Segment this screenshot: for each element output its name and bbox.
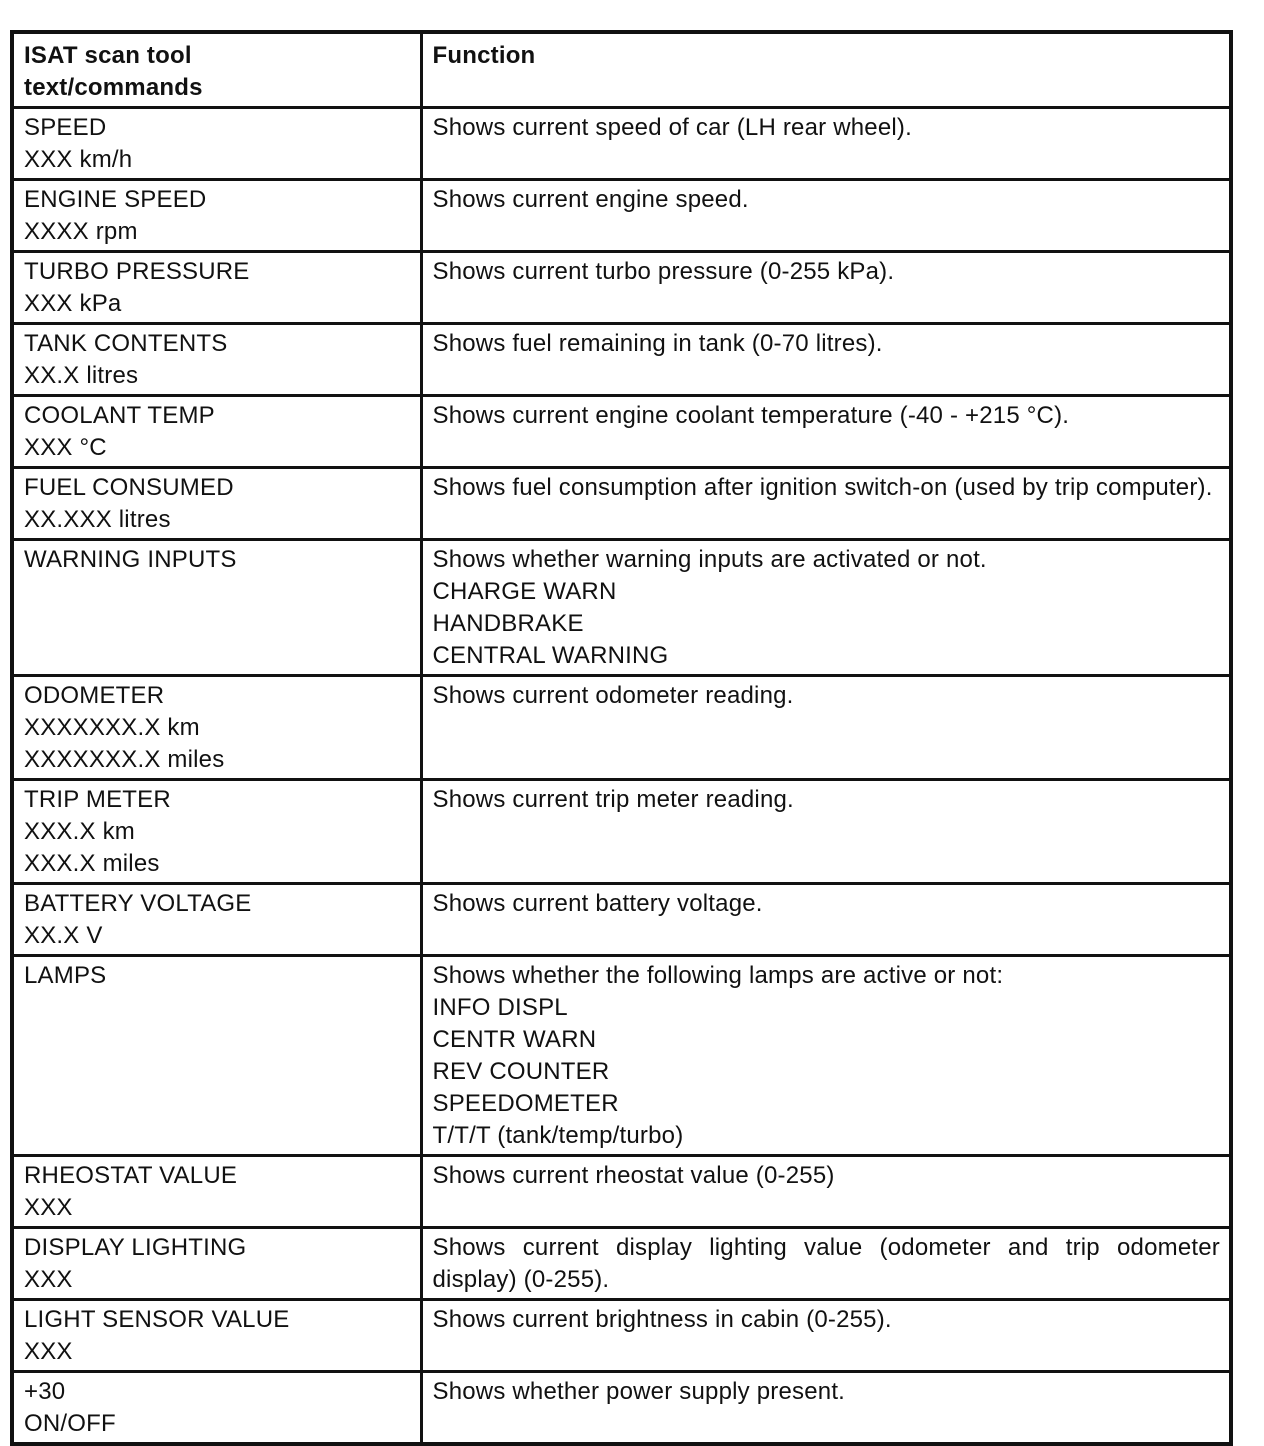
command-text: DISPLAY LIGHTING: [24, 1234, 247, 1261]
function-text: INFO DISPL: [432, 994, 568, 1021]
table-row: [12, 252, 1231, 324]
command-cell: [12, 956, 421, 1156]
function-text: Shows current trip meter reading.: [432, 786, 794, 813]
function-text: Shows fuel remaining in tank (0-70 litres).: [432, 330, 883, 357]
command-text: XX.X litres: [24, 362, 139, 389]
function-text: Shows current rheostat value (0-255): [432, 1162, 835, 1189]
command-text: BATTERY VOLTAGE: [24, 890, 252, 917]
command-text: XXXX rpm: [24, 218, 138, 245]
command-text: XX.XXX litres: [24, 506, 171, 533]
table-row: [12, 780, 1231, 884]
table-row: [12, 468, 1231, 540]
table-row: [12, 1228, 1231, 1300]
function-cell: [421, 180, 1231, 252]
command-text: XXX.X km: [24, 818, 135, 845]
command-text: LAMPS: [24, 962, 107, 989]
function-cell: [421, 108, 1231, 180]
command-text: LIGHT SENSOR VALUE: [24, 1306, 290, 1333]
command-text: SPEED: [24, 114, 107, 141]
function-cell: [421, 780, 1231, 884]
function-text: Shows whether warning inputs are activated or not.: [432, 546, 987, 573]
command-cell: [12, 676, 421, 780]
command-text: XXX.X miles: [24, 850, 160, 877]
command-text: ON/OFF: [24, 1410, 116, 1437]
function-text: Shows fuel consumption after ignition switch-on (used by trip computer).: [432, 474, 1213, 501]
command-text: XXX km/h: [24, 146, 133, 173]
header-line: Function: [432, 42, 536, 69]
function-text: CHARGE WARN: [432, 578, 617, 605]
command-cell: [12, 180, 421, 252]
command-cell: [12, 780, 421, 884]
function-text: Shows current battery voltage.: [432, 890, 763, 917]
command-cell: [12, 324, 421, 396]
command-text: +30: [24, 1378, 66, 1405]
table-row: [12, 108, 1231, 180]
function-cell: [421, 1228, 1231, 1300]
table-body: [12, 108, 1231, 1445]
table-header-row: [12, 32, 1231, 108]
function-text: REV COUNTER: [432, 1058, 610, 1085]
function-cell: [421, 252, 1231, 324]
function-text: T/T/T (tank/temp/turbo): [432, 1122, 684, 1149]
command-text: ODOMETER: [24, 682, 165, 709]
command-cell: [12, 1300, 421, 1372]
command-text: COOLANT TEMP: [24, 402, 215, 429]
function-cell: [421, 1156, 1231, 1228]
function-text: Shows current brightness in cabin (0-255).: [432, 1306, 892, 1333]
command-cell: [12, 884, 421, 956]
command-text: XXX: [24, 1338, 73, 1365]
function-text: CENTR WARN: [432, 1026, 597, 1053]
function-text: HANDBRAKE: [432, 610, 584, 637]
function-cell: [421, 1300, 1231, 1372]
function-cell: [421, 676, 1231, 780]
command-cell: [12, 540, 421, 676]
command-cell: [12, 252, 421, 324]
function-cell: [421, 1372, 1231, 1445]
command-text: ENGINE SPEED: [24, 186, 207, 213]
function-text: Shows current display lighting value (odometer and trip odometer display) (0-255).: [432, 1234, 1220, 1293]
command-text: XXX kPa: [24, 290, 122, 317]
command-text: RHEOSTAT VALUE: [24, 1162, 238, 1189]
header-command-column: [12, 32, 421, 108]
command-text: XX.X V: [24, 922, 103, 949]
function-cell: [421, 396, 1231, 468]
function-text: Shows current turbo pressure (0-255 kPa).: [432, 258, 895, 285]
command-text: FUEL CONSUMED: [24, 474, 234, 501]
function-text: Shows current engine coolant temperature (-40 - +215 °C).: [432, 402, 1070, 429]
command-text: XXX: [24, 1266, 73, 1293]
function-text: SPEEDOMETER: [432, 1090, 619, 1117]
table-row: [12, 956, 1231, 1156]
command-text: TANK CONTENTS: [24, 330, 228, 357]
table-row: [12, 396, 1231, 468]
command-text: XXX °C: [24, 434, 107, 461]
function-text: Shows current engine speed.: [432, 186, 749, 213]
header-function-column: [421, 32, 1231, 108]
table-row: [12, 884, 1231, 956]
table-row: [12, 676, 1231, 780]
command-cell: [12, 1228, 421, 1300]
command-text: XXX: [24, 1194, 73, 1221]
table-row: [12, 1156, 1231, 1228]
command-text: WARNING INPUTS: [24, 546, 237, 573]
function-cell: [421, 884, 1231, 956]
table-row: [12, 540, 1231, 676]
table-row: [12, 324, 1231, 396]
header-line: ISAT scan tool: [24, 42, 192, 69]
function-cell: [421, 956, 1231, 1156]
command-cell: [12, 1372, 421, 1445]
function-text: Shows whether the following lamps are active or not:: [432, 962, 1004, 989]
scan-tool-command-table: [10, 30, 1233, 1446]
function-text: Shows current odometer reading.: [432, 682, 794, 709]
table-row: [12, 1300, 1231, 1372]
command-text: XXXXXXX.X km: [24, 714, 200, 741]
function-text: Shows current speed of car (LH rear wheel).: [432, 114, 912, 141]
command-cell: [12, 108, 421, 180]
command-cell: [12, 396, 421, 468]
command-text: TRIP METER: [24, 786, 171, 813]
table-row: [12, 180, 1231, 252]
function-text: Shows whether power supply present.: [432, 1378, 846, 1405]
command-cell: [12, 1156, 421, 1228]
function-cell: [421, 468, 1231, 540]
function-cell: [421, 324, 1231, 396]
table-row: [12, 1372, 1231, 1445]
function-text: CENTRAL WARNING: [432, 642, 669, 669]
command-cell: [12, 468, 421, 540]
command-text: TURBO PRESSURE: [24, 258, 250, 285]
header-line: text/commands: [24, 74, 203, 101]
function-cell: [421, 540, 1231, 676]
command-text: XXXXXXX.X miles: [24, 746, 225, 773]
